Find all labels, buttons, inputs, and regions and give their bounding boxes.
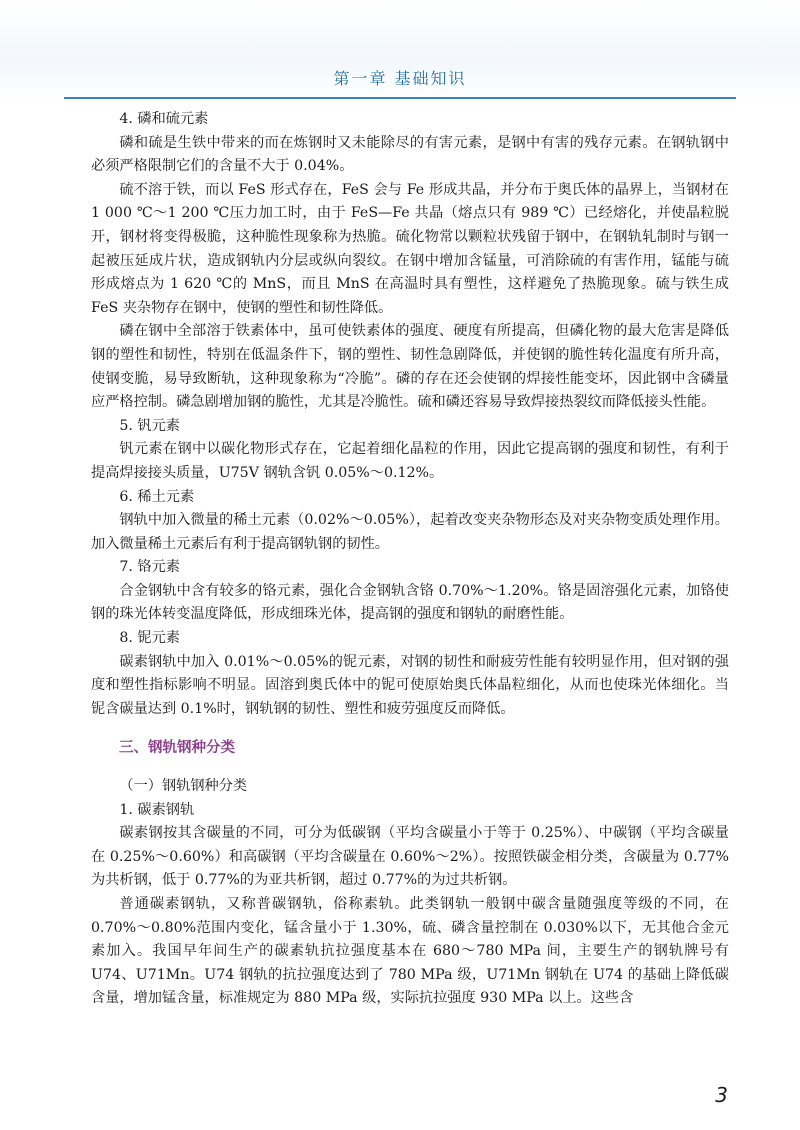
subheading: 1. 碳素钢轨	[119, 801, 195, 818]
body-paragraph: 普通碳素钢轨，又称普碳钢轨，俗称素轨。此类钢轨一般钢中碳含量随强度等级的不同，在 0.70%～0.80%范围内变化，锰含量小于 1.30%，硫、磷含量控制在 0.030%以下，无其他合金元素加入。我国早年间生产的碳素轨抗拉强度基本在 680～780 MPa 间，主要生产的钢轨牌号有 U74、U71Mn。U74 钢轨的抗拉强度达到了 780 MPa 级，U71Mn 钢轨在 U74 的基础上降低碳含量，增加锰含量，标准规定为 880 MPa 级，实际抗拉强度 930 MPa 以上。这些含	[91, 896, 729, 1007]
subheading: 4. 磷和硫元素	[119, 111, 209, 127]
subheading: 7. 铬元素	[119, 559, 180, 576]
page-number: 3	[715, 1083, 728, 1107]
subheading: 8. 铌元素	[119, 630, 180, 647]
body-paragraph: 合金钢轨中含有较多的铬元素，强化合金钢轨含铬 0.70%～1.20%。铬是固溶强化元素，加铬使钢的珠光体转变温度降低，形成细珠光体，提高钢的强度和钢轨的耐磨性能。	[91, 582, 729, 623]
running-title: 第一章 基础知识	[333, 69, 467, 88]
subheading: （一）钢轨钢种分类	[119, 778, 248, 795]
body-paragraph: 碳素钢按其含碳量的不同，可分为低碳钢（平均含碳量小于等于 0.25%）、中碳钢（平均含碳量在 0.25%～0.60%）和高碳钢（平均含碳量在 0.60%～2%）。按照铁碳金相分类，含碳量为 0.77%为共析钢，低于 0.77%的为亚共析钢，超过 0.77%的为过共析钢。	[91, 825, 729, 889]
header-rule	[64, 97, 736, 99]
subheading: 5. 钒元素	[119, 417, 180, 434]
body-paragraph: 钒元素在钢中以碳化物形式存在，它起着细化晶粒的作用，因此它提高钢的强度和韧性，有利于提高焊接接头质量，U75V 钢轨含钒 0.05%～0.12%。	[91, 441, 729, 481]
body-paragraph: 碳素钢轨中加入 0.01%～0.05%的铌元素，对钢的韧性和耐疲劳性能有较明显作用，但对钢的强度和塑性指标影响不明显。固溶到奥氏体中的铌可使原始奥氏体晶粒细化，从而也使珠光体细化。当铌含碳量达到 0.1%时，钢轨钢的韧性、塑性和疲劳强度反而降低。	[91, 653, 729, 717]
page-body	[91, 108, 729, 1011]
subheading: 6. 稀土元素	[119, 488, 195, 505]
body-paragraph: 磷和硫是生铁中带来的而在炼钢时又未能除尽的有害元素，是钢中有害的残存元素。在钢轨钢中必须严格限制它们的含量不大于 0.04%。	[91, 134, 729, 175]
body-paragraph: 硫不溶于铁，而以 FeS 形式存在，FeS 会与 Fe 形成共晶，并分布于奥氏体的晶界上，当钢材在 1 000 ℃～1 200 ℃压力加工时，由于 FeS—Fe 共晶（熔点只有 989 ℃）已经熔化，并使晶粒脱开，钢材将变得极脆，这种脆性现象称为热脆。硫化物常以颗粒状残留于钢中，在钢轨轧制时与钢一起被压延成片状，造成钢轨内分层或纵向裂纹。在钢中增加含锰量，可消除硫的有害作用，锰能与硫形成熔点为 1 620 ℃的 MnS，而且 MnS 在高温时具有塑性，这样避免了热脆现象。硫与铁生成 FeS 夹杂物存在钢中，使钢的塑性和韧性降低。	[91, 181, 729, 316]
body-paragraph: 磷在钢中全部溶于铁素体中，虽可使铁素体的强度、硬度有所提高，但磷化物的最大危害是降低钢的塑性和韧性，特别在低温条件下，钢的塑性、韧性急剧降低，并使钢的脆性转化温度有所升高，使钢变脆，易导致断轨，这种现象称为“冷脆”。磷的存在还会使钢的焊接性能变坏，因此钢中含磷量应严格控制。磷急剧增加钢的脆性，尤其是冷脆性。硫和磷还容易导致焊接热裂纹而降低接头性能。	[91, 323, 729, 411]
body-paragraph: 钢轨中加入微量的稀土元素（0.02%～0.05%），起着改变夹杂物形态及对夹杂物变质处理作用。加入微量稀土元素后有利于提高钢轨钢的韧性。	[91, 512, 729, 552]
section-heading: 三、钢轨钢种分类	[119, 740, 235, 757]
